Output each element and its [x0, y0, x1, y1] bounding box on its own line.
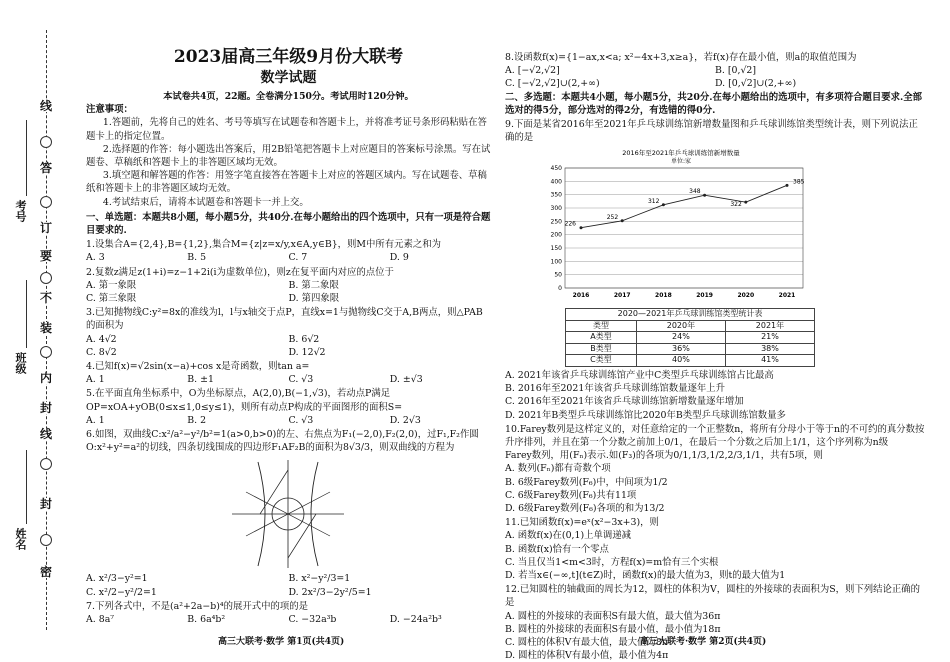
option-d: D. 6级Farey数列(F₆)各项的和为13/2 — [505, 502, 665, 514]
table-cell: 38% — [725, 343, 814, 355]
option-b: B. 2 — [187, 414, 207, 426]
table-cell: 36% — [636, 343, 725, 355]
question-stem: 10.Farey数列是这样定义的，对任意给定的一个正整数n，将所有分母小于等于n的不可约的真分数按升序排列，并且在第一个分数之前加上0/1，在最后一个分数之后加上1/1，这个序列称为n级 — [505, 423, 925, 448]
table-header: 2020年 — [636, 320, 725, 332]
binding-margin — [0, 0, 70, 659]
field-exam-number: 考号 — [14, 200, 27, 222]
question-6 — [86, 428, 491, 599]
question-stem: Farey数列，用(Fₙ)表示.如(F₃)的各项为0/1,1/3,1/2,2/3,1/1，共有5项，则 — [505, 450, 823, 462]
field-class: 班级 — [14, 352, 27, 374]
question-10 — [505, 423, 925, 515]
option-d: D. 2021年B类型乒乓球训练馆比2020年B类型乒乓球训练馆数量多 — [505, 409, 786, 421]
data-label: 312 — [647, 198, 660, 206]
data-label: 226 — [564, 221, 576, 229]
option-a: A. 数列(Fₙ)都有奇数个项 — [505, 463, 611, 475]
seal-circle — [40, 458, 52, 470]
y-tick-label: 50 — [554, 272, 562, 280]
options — [86, 279, 491, 305]
note-item: 2.选择题的作答：每小题选出答案后，用2B铅笔把答题卡上对应题目的答案标号涂黑。写在试题卷、草稿纸和答题卡上的非答题区域均无效。 — [86, 143, 491, 169]
option-b: B. 函数f(x)恰有一个零点 — [505, 543, 609, 555]
hyperbola-figure — [228, 456, 348, 572]
option-c: C. √3 — [288, 374, 314, 386]
question-8 — [505, 51, 925, 91]
question-3 — [86, 306, 491, 359]
option-a: A. 2021年该省乒乓球训练馆产业中C类型乒乓球训练馆占比最高 — [505, 369, 774, 381]
table-cell: A类型 — [566, 332, 637, 344]
seal-char: 要 — [40, 249, 53, 263]
option-c: C. 圆柱的体积V有最大值，最大值为8π — [505, 636, 668, 648]
option-b: B. 2016年至2021年该省乒乓球训练馆数量逐年上升 — [505, 383, 725, 395]
option-c: C. −32a³b — [288, 614, 337, 626]
seal-char: 答 — [40, 161, 53, 175]
option-b: B. 6a⁴b² — [187, 614, 226, 626]
x-tick-label: 2020 — [737, 292, 755, 300]
table-header: 2021年 — [725, 320, 814, 332]
data-point — [703, 194, 706, 197]
option-a: A. 3 — [86, 252, 105, 264]
options — [86, 251, 491, 264]
right-column — [505, 50, 925, 662]
field-line — [26, 450, 27, 524]
seal-circle — [40, 196, 52, 208]
question-stem: 12.已知圆柱的轴截面的周长为12，圆柱的体积为V，圆柱的外接球的表面积为S，则下列结论正确的是 — [505, 584, 921, 609]
footer-left: 高三大联考·数学 第1页(共4页) — [218, 637, 345, 647]
option-c: C. √3 — [288, 414, 314, 426]
option-b: B. 第二象限 — [288, 279, 339, 291]
seal-char: 线 — [40, 99, 53, 113]
data-label: 348 — [689, 188, 701, 196]
option-b: B. x²−y²/3=1 — [288, 573, 351, 585]
options — [505, 369, 925, 422]
options — [86, 414, 491, 427]
question-stem: 2.复数z满足z(1+i)=z−1+2i(i为虚数单位)，则z在复平面内对应的点位于 — [86, 266, 394, 278]
option-b: B. 圆柱的外接球的表面积S有最小值，最小值为18π — [505, 623, 721, 635]
y-tick-label: 350 — [550, 192, 562, 200]
option-a: A. x²/3−y²=1 — [86, 573, 148, 585]
option-c: C. 2016年至2021年该省乒乓球训练馆新增数量逐年增加 — [505, 396, 744, 408]
data-point — [786, 184, 789, 187]
chart-title: 2016年至2021年乒乓球训练馆新增数量 — [622, 149, 740, 158]
option-d: D. 第四象限 — [288, 293, 340, 305]
question-7 — [86, 600, 491, 626]
question-11 — [505, 516, 925, 582]
option-c: C. x²/2−y²/2=1 — [86, 586, 157, 598]
section-1-heading: 一、单选题：本题共8小题，每小题5分，共40分.在每小题给出的四个选项中，只有一项是符合题目要求的. — [86, 211, 491, 237]
y-tick-label: 450 — [550, 165, 562, 173]
x-tick-label: 2016 — [572, 292, 590, 300]
question-4 — [86, 360, 491, 386]
y-tick-label: 400 — [550, 178, 562, 186]
options — [505, 462, 925, 515]
question-12 — [505, 583, 925, 662]
option-b: B. 6级Farey数列(F₆)中，中间项为1/2 — [505, 476, 668, 488]
y-tick-label: 250 — [550, 218, 562, 226]
plot-frame — [565, 168, 803, 288]
table-caption: 2020—2021年乒乓球训练馆类型统计表 — [566, 309, 815, 321]
data-label: 252 — [606, 214, 619, 222]
field-name: 姓名 — [14, 528, 27, 550]
y-tick-label: 200 — [550, 232, 562, 240]
exam-title: 2023届高三年级9月份大联考 — [173, 47, 404, 67]
table-cell: B类型 — [566, 343, 637, 355]
table-row — [566, 355, 815, 367]
type-table — [565, 308, 815, 367]
option-a: A. 1 — [86, 414, 105, 426]
seal-char: 线 — [40, 427, 53, 441]
option-c: C. 第三象限 — [86, 293, 137, 305]
y-tick-label: 150 — [550, 245, 562, 253]
question-stem: 4.已知f(x)=√2sin(x−a)+cos x是奇函数，则tan a= — [86, 361, 310, 373]
table-cell: 24% — [636, 332, 725, 344]
table-row — [566, 343, 815, 355]
options — [86, 373, 491, 386]
option-b: B. 5 — [187, 252, 207, 264]
options — [505, 64, 925, 90]
question-stem: 6.如图，双曲线C:x²/a²−y²/b²=1(a>0,b>0)的左、右焦点为F₁(−2,0),F₂(2,0)，过F₁,F₂作圆O:x²+y²=a²的切线，四条切线围成的四边形F₁AF₂B的面积为8√3/3，则双曲线的方程为 — [86, 429, 479, 454]
question-9 — [505, 118, 925, 422]
x-tick-label: 2019 — [696, 292, 713, 300]
seal-circle — [40, 346, 52, 358]
question-stem: 1.设集合A={2,4},B={1,2},集合M={z|z=x/y,x∈A,y∈B}，则M中所有元素之和为 — [86, 239, 442, 251]
question-stem: 3.已知抛物线C:y²=8x的准线为l，l与x轴交于点P，直线x=1与抛物线C交于A,B两点，则△PAB的面积为 — [86, 307, 483, 332]
option-d: D. 9 — [389, 252, 409, 264]
option-a: A. 8a⁷ — [86, 614, 115, 626]
table-cell: C类型 — [566, 355, 637, 367]
question-5 — [86, 387, 491, 427]
seal-circle — [40, 272, 52, 284]
option-d: D. 若当x∈(−∞,t](t∈Z)时，函数f(x)的最大值为3，则t的最大值为1 — [505, 569, 786, 581]
seal-char: 封 — [40, 497, 53, 511]
seal-char: 内 — [40, 371, 53, 385]
option-a: A. 1 — [86, 374, 105, 386]
question-stem: 5.在平面直角坐标系中，O为坐标原点，A(2,0),B(−1,√3)，若动点P满足OP=xOA+yOB(0≤x≤1,0≤y≤1)，则所有动点P构成的平面图形的面积S= — [86, 388, 403, 413]
chart-legend: 单位:家 — [670, 158, 692, 166]
line-chart — [531, 146, 811, 306]
exam-subtitle: 数学试题 — [260, 70, 317, 86]
x-tick-label: 2017 — [613, 292, 631, 300]
option-d: D. [0,√2]∪(2,+∞) — [715, 78, 797, 90]
note-item: 3.填空题和解答题的作答：用签字笔直接答在答题卡上对应的答题区域内。写在试题卷、草稿纸和答题卡上的非答题区域均无效。 — [86, 170, 487, 195]
option-d: D. 12√2 — [288, 346, 326, 358]
option-b: B. 6√2 — [288, 333, 320, 345]
exam-info: 本试卷共4页，22题。全卷满分150分。考试用时120分钟。 — [163, 91, 414, 102]
data-label: 322 — [730, 201, 742, 209]
question-2 — [86, 266, 491, 306]
field-line — [26, 280, 27, 348]
x-tick-label: 2018 — [655, 292, 672, 300]
table-cell: 41% — [725, 355, 814, 367]
seal-char: 订 — [40, 221, 53, 235]
data-label: 385 — [793, 178, 805, 186]
y-tick-label: 100 — [550, 258, 562, 266]
options — [505, 529, 925, 582]
option-d: D. 2x²/3−2y²/5=1 — [288, 586, 372, 598]
note-item: 4.考试结束后，请将本试题卷和答题卡一并上交。 — [102, 196, 309, 208]
options — [86, 333, 491, 359]
option-b: B. [0,√2] — [715, 65, 757, 77]
left-column — [86, 30, 491, 626]
option-a: A. 第一象限 — [86, 279, 137, 291]
option-d: D. ±√3 — [389, 374, 423, 386]
x-tick-label: 2021 — [778, 292, 796, 300]
option-c: C. 8√2 — [86, 346, 117, 358]
question-stem: 9.下面是某省2016年至2021年乒乓球训练馆新增数量图和乒乓球训练馆类型统计表，则下列说法正确的是 — [505, 119, 918, 144]
field-line — [26, 120, 27, 196]
y-tick-label: 300 — [550, 205, 562, 213]
note-item: 1.答题前，先将自己的姓名、考号等填写在试题卷和答题卡上，并将准考证号条形码粘贴在答题卡上的指定位置。 — [86, 117, 487, 142]
option-a: A. 函数f(x)在(0,1)上单调递减 — [505, 530, 632, 542]
seal-char: 密 — [40, 565, 53, 579]
option-d: D. −24a²b³ — [389, 614, 442, 626]
seal-char: 装 — [40, 321, 53, 335]
table-cell: 21% — [725, 332, 814, 344]
data-point — [662, 204, 665, 207]
question-stem: 11.已知函数f(x)=eˣ(x²−3x+3)，则 — [505, 517, 659, 529]
seal-circle — [40, 136, 52, 148]
option-c: C. [−√2,√2]∪(2,+∞) — [505, 78, 600, 90]
data-point — [744, 201, 747, 204]
data-point — [621, 220, 624, 223]
seal-char: 封 — [40, 401, 53, 415]
question-stem: 8.设函数f(x)={1−ax,x<a; x²−4x+3,x≥a}，若f(x)存在最小值，则a的取值范围为 — [505, 52, 857, 63]
question-1 — [86, 238, 491, 264]
notes-heading: 注意事项： — [86, 104, 133, 116]
question-stem: 7.下列各式中，不是(a²+2a−b)⁴的展开式中的项的是 — [86, 600, 309, 612]
table-row — [566, 332, 815, 344]
option-c: C. 当且仅当1<m<3时，方程f(x)=m恰有三个实根 — [505, 556, 719, 568]
table-header: 类型 — [566, 320, 637, 332]
y-tick-label: 0 — [558, 285, 562, 293]
option-a: A. 圆柱的外接球的表面积S有最大值，最大值为36π — [505, 610, 721, 622]
option-d: D. 2√3 — [389, 414, 421, 426]
footer-right: 高三大联考·数学 第2页(共4页) — [640, 637, 767, 647]
option-b: B. ±1 — [187, 374, 214, 386]
option-a: A. 4√2 — [86, 333, 117, 345]
option-a: A. [−√2,√2] — [505, 65, 560, 77]
seal-circle — [40, 534, 52, 546]
options — [86, 613, 491, 626]
option-c: C. 6级Farey数列(F₆)共有11项 — [505, 489, 637, 501]
seal-char: 不 — [40, 291, 53, 305]
data-point — [580, 227, 583, 230]
options — [86, 572, 491, 598]
table-cell: 40% — [636, 355, 725, 367]
option-c: C. 7 — [288, 252, 308, 264]
option-d: D. 圆柱的体积V有最小值，最小值为4π — [505, 650, 669, 662]
section-2-heading: 二、多选题：本题共4小题，每小题5分，共20分.在每小题给出的选项中，有多项符合题目要求.全部选对的得5分，部分选对的得2分，有选错的得0分. — [505, 91, 922, 116]
